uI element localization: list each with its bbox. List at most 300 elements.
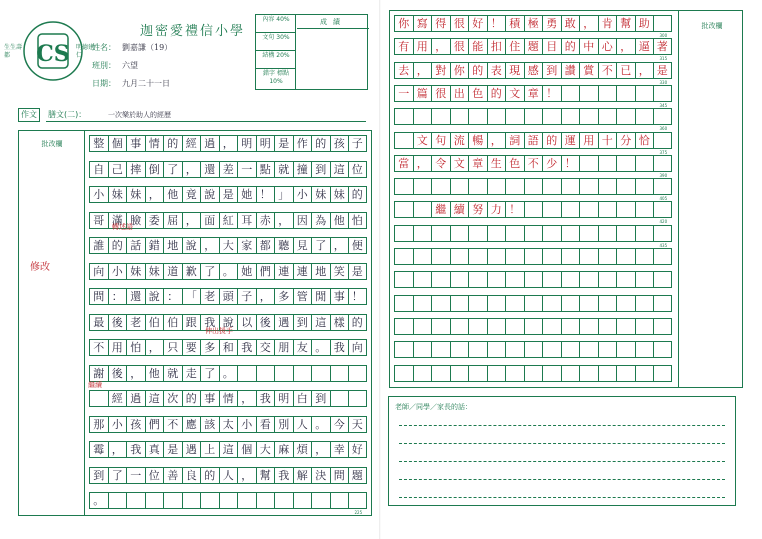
grid-cell: 大: [256, 441, 275, 458]
topic-row: [18, 108, 366, 122]
grid-cell: 了: [311, 237, 330, 254]
grid-cell: [524, 201, 543, 218]
grid-cell: 樣: [330, 314, 349, 331]
grid-cell: [256, 492, 275, 509]
grid-cell: 他: [330, 212, 349, 229]
score-box: [255, 14, 368, 90]
grid-cell: 暢: [468, 132, 487, 149]
grid-cell: 遇: [274, 314, 293, 331]
grid-cell: 的: [200, 467, 219, 484]
grid-cell: ！: [505, 201, 524, 218]
grid-cell: 助: [635, 15, 654, 32]
grid-cell: 章: [524, 85, 543, 102]
grid-cell: 問: [89, 288, 108, 305]
criterion-structure: 結構 20%: [256, 51, 296, 69]
grid-cell: 因: [293, 212, 312, 229]
grid-cell: [598, 178, 617, 195]
grid-cell: 有: [394, 38, 413, 55]
grid-cell: 就: [163, 365, 182, 382]
grid-cell: 是: [219, 186, 238, 203]
grid-cell: 說: [182, 237, 201, 254]
grid-cell: [524, 295, 543, 312]
grid-cell: [293, 492, 312, 509]
grid-cell: ，: [145, 186, 164, 203]
right-writing-grid: [389, 10, 743, 388]
grid-cell: [653, 248, 672, 265]
grid-cell: [468, 108, 487, 125]
grid-cell: [505, 178, 524, 195]
grid-cell: 的: [348, 186, 367, 203]
grid-cell: 滿: [108, 212, 127, 229]
grid-cell: [450, 108, 469, 125]
grid-cell: [348, 390, 367, 407]
grid-cell: [468, 365, 487, 382]
grid-cell: 倒: [145, 161, 164, 178]
grid-cell: [394, 108, 413, 125]
grid-cell: [616, 318, 635, 335]
grid-cell: 色: [505, 155, 524, 172]
grid-cell: 耳: [237, 212, 256, 229]
grid-cell: 見: [293, 237, 312, 254]
grid-cell: ，: [330, 237, 349, 254]
grid-cell: 次: [163, 390, 182, 407]
grid-cell: 扣: [487, 38, 506, 55]
grid-cell: [616, 248, 635, 265]
grid-cell: 幫: [256, 467, 275, 484]
topic-sub-label: 膳文(二)：: [48, 110, 87, 119]
grid-cell: 能: [468, 38, 487, 55]
teacher-comment-label: 老師／同學／家長的話：: [395, 403, 472, 411]
grid-cell: 句: [431, 132, 450, 149]
grid-cell: [616, 295, 635, 312]
grid-cell: 錯: [145, 237, 164, 254]
grid-cell: 繼: [431, 201, 450, 218]
grid-cell: 紅: [219, 212, 238, 229]
grid-cell: 一: [237, 161, 256, 178]
grid-cell: 到: [293, 314, 312, 331]
grid-cell: 她: [237, 263, 256, 280]
row-count-number: 420: [659, 219, 668, 225]
grid-cell: [542, 201, 561, 218]
date-value: 九月二十一日: [122, 79, 170, 88]
grid-cell: 著: [653, 38, 672, 55]
grid-cell: 現: [505, 62, 524, 79]
grid-cell: [505, 225, 524, 242]
grid-cell: [505, 108, 524, 125]
grid-cell: [542, 108, 561, 125]
criterion-content: 內容 40%: [256, 15, 296, 33]
grid-cell: 。: [219, 263, 238, 280]
grid-cell: [579, 108, 598, 125]
grid-cell: 撞: [293, 161, 312, 178]
grid-cell: 人: [293, 416, 312, 433]
svg-text:CS: CS: [36, 41, 70, 67]
grid-cell: ！: [256, 186, 275, 203]
grid-cell: [311, 365, 330, 382]
grid-cell: [431, 108, 450, 125]
grid-cell: 很: [450, 15, 469, 32]
grid-cell: [542, 178, 561, 195]
grid-cell: [505, 318, 524, 335]
grid-cell: [468, 178, 487, 195]
name-row: [92, 42, 172, 53]
grid-cell: 目: [542, 38, 561, 55]
grid-cell: 續: [450, 201, 469, 218]
grid-cell: [394, 341, 413, 358]
grid-cell: 情: [219, 390, 238, 407]
grid-cell: ，: [219, 135, 238, 152]
grid-cell: 孩: [126, 416, 145, 433]
grid-cell: 好: [468, 15, 487, 32]
grid-cell: 決: [311, 467, 330, 484]
grid-cell: 和: [219, 339, 238, 356]
grid-cell: [635, 155, 654, 172]
grid-cell: 問: [330, 467, 349, 484]
grid-cell: 人: [219, 467, 238, 484]
grid-cell: 我: [200, 314, 219, 331]
grid-cell: [579, 248, 598, 265]
grid-cell: ，: [145, 339, 164, 356]
grid-cell: [653, 108, 672, 125]
grid-cell: [431, 318, 450, 335]
school-name: 迦密愛禮信小學: [140, 24, 246, 39]
grid-cell: 過: [200, 135, 219, 152]
grid-cell: 大: [219, 237, 238, 254]
grid-cell: [579, 365, 598, 382]
grid-cell: 善: [163, 467, 182, 484]
grid-cell: 家: [237, 237, 256, 254]
grid-cell: 還: [126, 288, 145, 305]
grid-cell: 少: [542, 155, 561, 172]
row-count-number: 225: [354, 510, 363, 515]
grid-cell: 住: [505, 38, 524, 55]
grid-cell: [579, 341, 598, 358]
name-value: 劉嘉謙（19）: [122, 43, 173, 52]
grid-cell: [542, 341, 561, 358]
grid-cell: 分: [616, 132, 635, 149]
grid-cell: 妹: [145, 263, 164, 280]
grid-cell: [450, 318, 469, 335]
grid-cell: [348, 365, 367, 382]
grid-cell: [487, 318, 506, 335]
grid-cell: [653, 178, 672, 195]
grid-cell: 交: [256, 339, 275, 356]
grid-cell: [561, 341, 580, 358]
grid-cell: 連: [293, 263, 312, 280]
date-label: 日期：: [92, 79, 116, 88]
grid-cell: 妹: [126, 186, 145, 203]
grid-cell: [616, 108, 635, 125]
grid-cell: [561, 318, 580, 335]
grid-cell: 用: [579, 132, 598, 149]
grid-cell: [653, 132, 672, 149]
grid-cell: 竟: [182, 186, 201, 203]
grid-cell: 朋: [274, 339, 293, 356]
grid-cell: [635, 201, 654, 218]
grid-cell: [394, 271, 413, 288]
grid-cell: 當: [394, 155, 413, 172]
grid-cell: 地: [163, 237, 182, 254]
grid-cell: 向: [89, 263, 108, 280]
grid-cell: [561, 108, 580, 125]
grid-cell: 明: [274, 390, 293, 407]
grid-cell: 道: [163, 263, 182, 280]
row-count-number: 300: [659, 33, 668, 38]
grid-cell: [487, 248, 506, 265]
grid-cell: [653, 85, 672, 102]
grid-cell: [635, 365, 654, 382]
grid-cell: [274, 365, 293, 382]
grid-cell: [598, 365, 617, 382]
grid-cell: [598, 271, 617, 288]
grid-cell: 是: [163, 441, 182, 458]
grid-cell: [561, 85, 580, 102]
grid-cell: 的: [487, 85, 506, 102]
grid-cell: ：: [163, 288, 182, 305]
grid-cell: 友: [293, 339, 312, 356]
grid-cell: [542, 271, 561, 288]
grid-cell: [598, 318, 617, 335]
grid-cell: 是: [653, 62, 672, 79]
grid-cell: 太: [219, 416, 238, 433]
grid-cell: 我: [126, 441, 145, 458]
grid-cell: 心: [598, 38, 617, 55]
grid-cell: [561, 365, 580, 382]
grid-cell: [394, 365, 413, 382]
grid-cell: [431, 365, 450, 382]
grid-cell: 面: [200, 212, 219, 229]
grid-cell: 感: [524, 62, 543, 79]
topic-title: 一次樂於助人的經歷: [108, 111, 171, 119]
grid-cell: 讚: [561, 62, 580, 79]
grid-cell: 這: [145, 390, 164, 407]
grid-cell: 走: [182, 365, 201, 382]
grid-cell: [579, 178, 598, 195]
grid-cell: 不: [524, 155, 543, 172]
grid-cell: 解: [293, 467, 312, 484]
grid-cell: 的: [542, 132, 561, 149]
red-annotation-1: 修改: [30, 262, 50, 273]
grid-cell: 說: [200, 186, 219, 203]
grid-cell: 很: [450, 38, 469, 55]
grid-cell: [635, 295, 654, 312]
grid-cell: 。: [311, 416, 330, 433]
grid-cell: [653, 341, 672, 358]
grid-cell: 赤: [256, 212, 275, 229]
grid-cell: ！: [487, 15, 506, 32]
grid-cell: 霉: [89, 441, 108, 458]
grid-cell: 出: [450, 85, 469, 102]
grid-cell: 的: [468, 62, 487, 79]
grid-cell: 寫: [413, 15, 432, 32]
criterion-language: 文句 30%: [256, 33, 296, 51]
grid-cell: [635, 248, 654, 265]
grid-cell: [505, 341, 524, 358]
grid-cell: [163, 492, 182, 509]
name-label: 姓名：: [92, 43, 116, 52]
grid-cell: 聽: [274, 237, 293, 254]
grid-cell: [561, 201, 580, 218]
grid-cell: ，: [487, 132, 506, 149]
grid-cell: 題: [524, 38, 543, 55]
grid-cell: 不: [89, 339, 108, 356]
grid-cell: [524, 225, 543, 242]
grid-cell: 子: [348, 135, 367, 152]
grid-cell: [598, 155, 617, 172]
grid-cell: [616, 341, 635, 358]
row-count-number: 315: [659, 56, 668, 62]
criterion-punctuation: 錯字 標點 10%: [263, 70, 289, 85]
grid-cell: [219, 492, 238, 509]
grid-cell: 情: [145, 135, 164, 152]
red-annotation-4: 繼續: [88, 381, 102, 389]
grid-cell: 謝: [89, 365, 108, 382]
grid-cell: [108, 492, 127, 509]
grid-cell: 的: [163, 135, 182, 152]
grid-cell: 屈: [163, 212, 182, 229]
grid-cell: 十: [598, 132, 617, 149]
grid-cell: 對: [431, 62, 450, 79]
grid-cell: 極: [524, 15, 543, 32]
grid-cell: 了: [108, 467, 127, 484]
grid-cell: [487, 178, 506, 195]
grid-cell: [413, 201, 432, 218]
grid-cell: [274, 492, 293, 509]
grid-cell: 到: [311, 390, 330, 407]
grid-cell: 臉: [126, 212, 145, 229]
grid-cell: 遇: [182, 441, 201, 458]
grid-cell: ，: [182, 161, 201, 178]
grid-cell: 流: [450, 132, 469, 149]
red-annotation-2: 轉述語: [112, 223, 133, 231]
grid-cell: 。: [219, 365, 238, 382]
class-row: [92, 60, 138, 71]
grid-cell: [394, 132, 413, 149]
grid-cell: 摔: [126, 161, 145, 178]
grid-cell: 賞: [579, 62, 598, 79]
grid-cell: [413, 318, 432, 335]
grid-cell: 經: [182, 135, 201, 152]
grid-cell: 就: [274, 161, 293, 178]
grid-cell: 只: [163, 339, 182, 356]
grid-cell: ，: [311, 441, 330, 458]
grid-cell: 委: [145, 212, 164, 229]
grid-cell: [394, 225, 413, 242]
grid-cell: [431, 178, 450, 195]
grid-cell: 小: [293, 186, 312, 203]
grid-cell: [653, 295, 672, 312]
grid-cell: 都: [256, 237, 275, 254]
motto-left: 生生壽都: [4, 44, 23, 59]
grid-cell: 己: [108, 161, 127, 178]
grid-cell: [524, 178, 543, 195]
grid-cell: [413, 178, 432, 195]
grid-cell: 生: [487, 155, 506, 172]
grid-cell: 閒: [311, 288, 330, 305]
right-margin-heading: 批改欄: [701, 22, 723, 30]
grid-cell: [413, 108, 432, 125]
grid-cell: 後: [256, 314, 275, 331]
grid-cell: 個: [237, 441, 256, 458]
grid-cell: [348, 492, 367, 509]
grid-cell: 們: [145, 416, 164, 433]
grid-cell: [126, 492, 145, 509]
grid-cell: [487, 295, 506, 312]
grid-cell: [431, 225, 450, 242]
grid-cell: 文: [505, 85, 524, 102]
grid-cell: [431, 341, 450, 358]
grid-cell: [635, 341, 654, 358]
grid-cell: 子: [237, 288, 256, 305]
grid-cell: 地: [311, 263, 330, 280]
grid-cell: 事: [126, 135, 145, 152]
grid-cell: [431, 248, 450, 265]
grid-cell: 真: [145, 441, 164, 458]
grid-cell: 白: [293, 390, 312, 407]
grid-cell: 不: [163, 416, 182, 433]
grid-cell: 伯: [163, 314, 182, 331]
grid-cell: ，: [237, 467, 256, 484]
grid-cell: [330, 492, 349, 509]
grid-cell: 他: [163, 186, 182, 203]
grid-cell: 你: [394, 15, 413, 32]
left-margin-heading: 批改欄: [41, 140, 63, 148]
grid-cell: [635, 225, 654, 242]
grid-cell: 那: [89, 416, 108, 433]
row-count-number: 375: [659, 149, 668, 155]
grid-cell: ，: [413, 155, 432, 172]
score-heading: 成績: [297, 15, 369, 29]
grid-cell: 是: [348, 263, 367, 280]
grid-cell: 怕: [126, 339, 145, 356]
grid-cell: 。: [311, 339, 330, 356]
grid-cell: [468, 271, 487, 288]
grid-cell: 去: [394, 62, 413, 79]
grid-cell: 不: [598, 62, 617, 79]
grid-cell: 事: [330, 288, 349, 305]
grid-cell: [468, 248, 487, 265]
grid-cell: ！: [561, 155, 580, 172]
grid-cell: [598, 108, 617, 125]
grid-cell: [635, 108, 654, 125]
grid-cell: [616, 201, 635, 218]
grid-cell: 麻: [274, 441, 293, 458]
grid-cell: [237, 365, 256, 382]
grid-cell: [293, 365, 312, 382]
grid-cell: [487, 341, 506, 358]
grid-cell: 位: [145, 467, 164, 484]
grid-cell: [256, 365, 275, 382]
grid-cell: 一: [394, 85, 413, 102]
grid-cell: 老: [126, 314, 145, 331]
grid-cell: 誰: [89, 237, 108, 254]
grid-cell: 們: [256, 263, 275, 280]
grid-cell: 」: [274, 186, 293, 203]
grid-cell: 到: [542, 62, 561, 79]
grid-cell: 小: [108, 263, 127, 280]
motto-right: 明德建仁: [76, 44, 95, 59]
grid-cell: [487, 365, 506, 382]
grid-cell: ，: [182, 212, 201, 229]
grid-cell: [468, 341, 487, 358]
grid-cell: 上: [200, 441, 219, 458]
grid-cell: [542, 248, 561, 265]
grid-cell: 詞: [505, 132, 524, 149]
grid-cell: [468, 295, 487, 312]
grid-cell: [653, 318, 672, 335]
grid-cell: [450, 178, 469, 195]
row-count-number: 345: [659, 102, 668, 108]
